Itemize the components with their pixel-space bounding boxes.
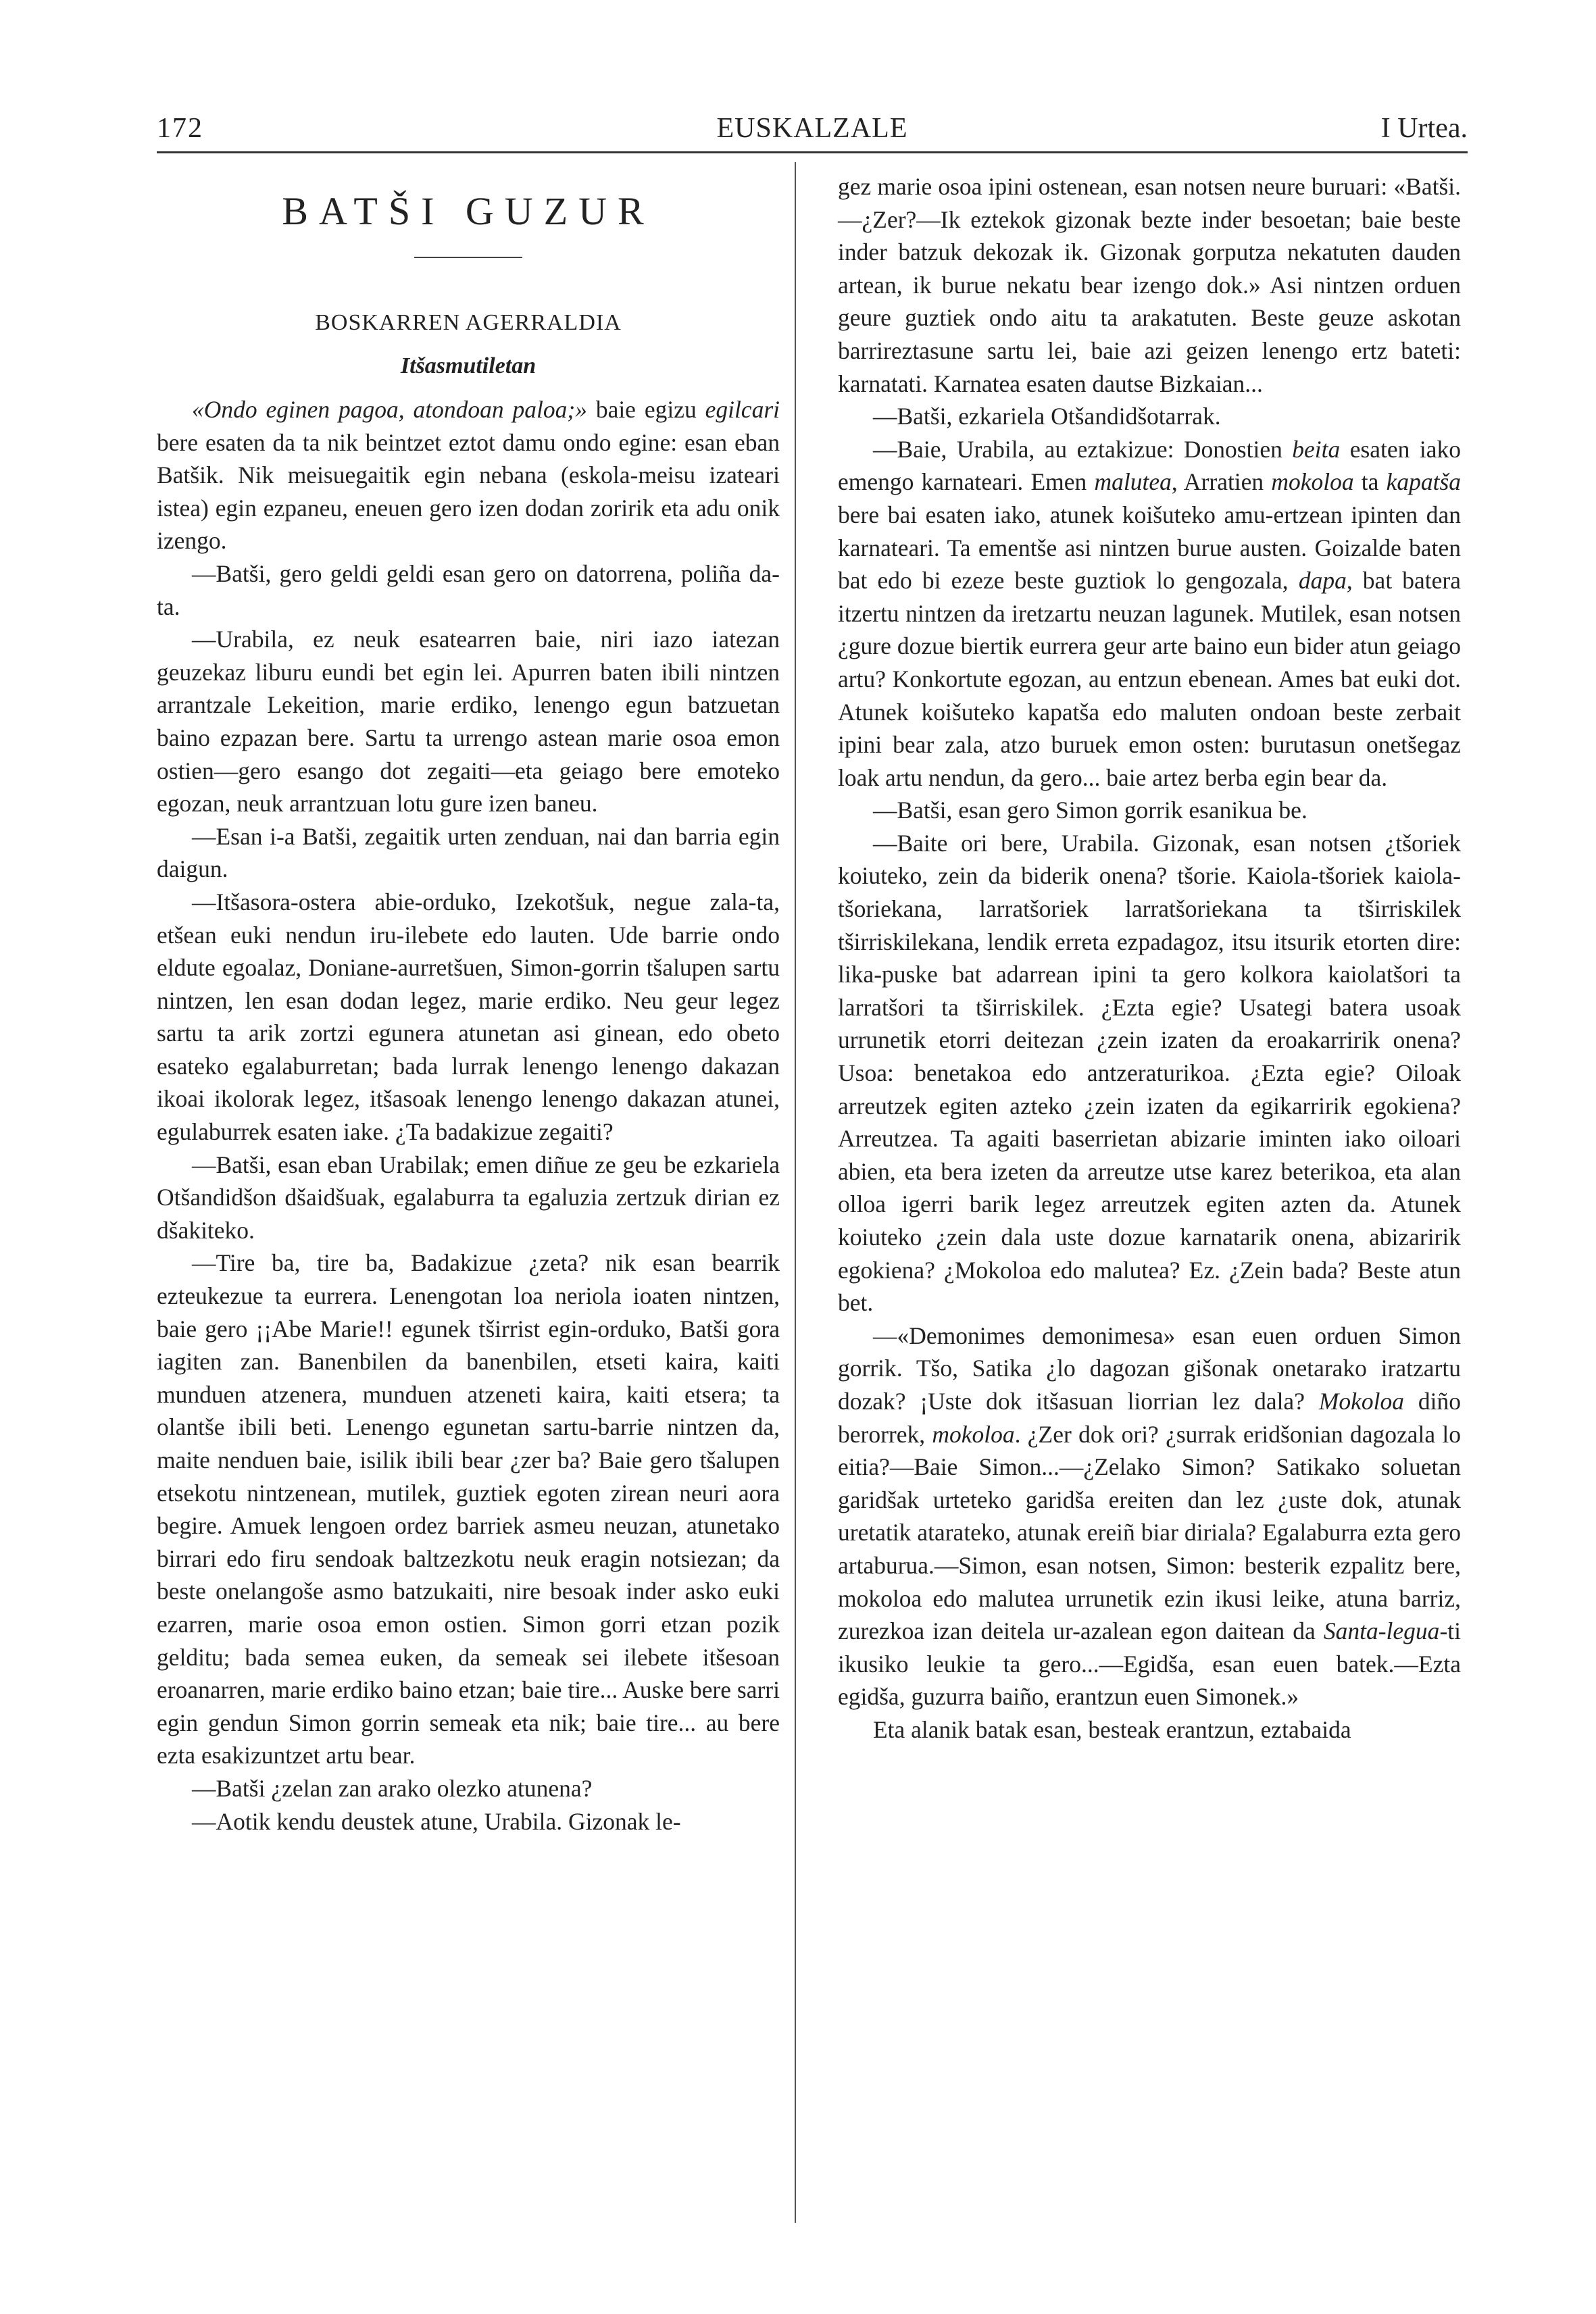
paragraph: —Esan i-a Batši, zegaitik urten zenduan, nai dan barria egin daigun.: [157, 822, 780, 883]
title-rule: [414, 257, 522, 258]
paragraph: [157, 393, 780, 557]
volume-label: I Urtea.: [1380, 113, 1468, 144]
text-run: -ti ikusiko leukie ta gero...—Egidša, esan euen batek.—Ezta egidša, guzurra baiño, erantzun euen Simonek.»: [838, 1617, 1461, 1711]
text-run: ta: [1353, 468, 1387, 496]
italic-word: Mokoloa: [1318, 1387, 1405, 1415]
paragraph: —Batši ¿zelan zan arako olezko atunena?: [192, 1774, 593, 1802]
left-column: [157, 170, 780, 1838]
italic-word: kapatša: [1386, 468, 1462, 496]
italic-word: dapa: [1298, 567, 1347, 595]
column-divider: [795, 162, 796, 2223]
paragraph: gez marie osoa ipini ostenean, esan notsen neure buruari: «Batši.—¿Zer?—Ik eztekok gizonak bezte inder besoetan; baie beste inder batzuk dekozak ik. Gizonak gorputza nekatuten dauden artean, ik burue nekatu bear izengo dok.» Asi nintzen orduen geure guztiek ondo aitu ta arakatuten. Beste geuze askotan barrireztasune sartu lei, baie azi geizen lenengo ertz bateti: karnatati. Karnatea esaten dautse Bizkaian...: [838, 173, 1461, 397]
italic-word: egilcari: [705, 396, 780, 423]
text-run: bere esaten da ta nik beintzet eztot damu ondo egine: esan eban Batšik. Nik meisuegaitik egin nebana (eskola-meisu izateari istea) egin ezpaneu, eneuen gero izen dodan zoririk eta adu onik izengo.: [157, 428, 780, 555]
italic-word: Santa-legua: [1323, 1617, 1440, 1645]
text-run: —Baie, Urabila, au eztakizue: Donostien: [873, 435, 1293, 463]
section-heading: Itšasmutiletan: [400, 353, 537, 378]
right-column: [838, 170, 1461, 1746]
paragraph: —Itšasora-ostera abie-orduko, Izekotšuk, negue zala-ta, etšean euki nendun iru-ilebete edo lauten. Ude barrie ondo eldute egoalaz, Doniane-aurretšuen, Simon-gorrin tšalupen sartu nintzen, len esan dodan legez, marie erdiko. Neu geur legez sartu ta arik zortzi egunera atunetan asi ginean, edo obeto esateko egalaburretan; bada lurrak lenengo lenengo dakazan ikoai ikolorak legez, itšasoak lenengo lenengo dakazan atunei, egulaburrek esaten iake. ¿Ta badakizue zegaiti?: [157, 888, 780, 1146]
paragraph: Eta alanik batak esan, besteak erantzun, eztabaida: [873, 1715, 1351, 1743]
text-run: esaten iako emengo karnateari. Emen: [838, 435, 1461, 496]
paragraph: —Aotik kendu deustek atune, Urabila. Gizonak le-: [192, 1807, 681, 1835]
paragraph: [838, 433, 1461, 795]
italic-word: mokoloa: [932, 1420, 1015, 1448]
paragraph: —Batši, gero geldi geldi esan gero on datorrena, poliña da-ta.: [157, 559, 780, 620]
page-number: 172: [157, 113, 203, 144]
text-run: , Arratien: [1171, 468, 1272, 496]
header-rule: [157, 151, 1468, 153]
text-run: , bat batera itzertu nintzen da iretzartu neuzan lagunek. Mutilek, esan notsen ¿gure dozue biertik eurrera geur arte baino eun bider atun geiago artu? Konkortute egozan, au entzun ebenean. Ames bat euki dot. Atunek koišuteko kapatša edo maluten ondoan beste zerbait ipini bear zala, atzo buruek emon osten: burutasun onetšegaz loak artu nendun, da gero... baie artez berba egin bear da.: [838, 567, 1462, 791]
paragraph: —Baite ori bere, Urabila. Gizonak, esan notsen ¿tšoriek koiuteko, zein da biderik onena? tšorie. Kaiola-tšoriek kaiola-tšoriekana, larratšoriek larratšoriekana ta tširriskilek tširriskilekana, lendik erreta ezpadagoz, itsu itsurik etorten dire: lika-puske bat adarrean ipini ta gero kolkora kaiolatšori ta larratšori ta tširriskilek. ¿Ezta egie? Usategi batera usoak urrunetik etorri deitezan ¿zein izaten da eroakarririk onena? Usoa: benetakoa edo antzeraturikoa. ¿Ezta egie? Oiloak arreutzek egiten azteko ¿zein izaten da egikarririk egokiena? Arreutzea. Ta agaiti baserrietan abizarie iminten iako oiloari abien, eta bera izeten da arreutze utse karez beterikoa, eta alan olloa igerri barik legez arreutzek egiten azten da. Atunek koiuteko ¿zein dala uste dozue karnatarik onena, abizaririk egokiena? ¿Mokoloa edo malutea? Ez. ¿Zein bada? Beste atun bet.: [838, 829, 1461, 1317]
paragraph: —Batši, esan eban Urabilak; emen diñue ze geu be ezkariela Otšandidšon dšaidšuak, egalaburra ta egaluzia zertzuk dirian ez dšakiteko.: [157, 1151, 780, 1244]
italic-word: mokoloa: [1271, 468, 1354, 496]
paragraph: —Batši, ezkariela Otšandidšotarrak.: [873, 403, 1221, 430]
text-run: —«Demonimes demonimesa» esan euen orduen Simon gorrik. Tšo, Satika ¿lo dagozan gišonak onetarako iratzartu dozak? ¡Uste dok itšasuan liorrian lez dala?: [838, 1322, 1461, 1415]
text-run: . ¿Zer dok ori? ¿surrak eridšonian dagozala lo eitia?—Baie Simon...—¿Zelako Simon? Satikako soluetan garidšak urteteko garidša ereiten dan lez ¿uste dok, atunak uretatik atarateko, atunak ereiñ biar diriala? Egalaburra ezta gero artaburua.—Simon, esan notsen, Simon: besterik ezpalitz bere, mokoloa edo malutea urrunetik ezin ikusi leike, atuna barriz, zurezkoa izan deitela ur-azalean egon daitean da: [838, 1420, 1462, 1645]
paragraph: [838, 1319, 1461, 1713]
italic-word: beita: [1292, 435, 1341, 463]
quote-italic: «Ondo eginen pagoa, atondoan paloa;»: [192, 396, 587, 423]
text-run: bere bai esaten iako, atunek koišuteko amu-ertzean ipinten dan karnateari. Ta ementše asi nintzen burue austen. Goizalde baten bat edo bi ezeze beste guztiok lo gengozala,: [838, 501, 1461, 595]
article-subtitle: BOSKARREN AGERRALDIA: [315, 310, 622, 335]
running-header: [157, 108, 1468, 149]
paragraph: —Tire ba, tire ba, Badakizue ¿zeta? nik esan bearrik ezteukezue ta eurrera. Lenengotan loa neriola ioaten nintzen, baie gero ¡¡Abe Marie!! egunek tširrist egin-orduko, Batši gora iagiten zan. Banenbilen da banenbilen, etseti kaira, kaiti munduen atzenera, munduen atzeneti kaira, kaiti etsera; ta olantše ibili beti. Lenengo egunetan sartu-barrie nintzen da, maite nenduen baie, isilik ibili bear ¿zer ba? Baie gero tšalupen etsekotu nintzenean, mutilek, guztiek egoten zirean neuri aora begire. Amuek lengoen ordez barriek asmeu neuzan, atunetako birrari edo firu sendoak baltzezkotu neuk eragin notsiezan; da beste onelangoše asmo batzukaiti, nire besoak inder asko euki ezarren, marie osoa emon ostien. Simon gorri etzan pozik gelditu; bada semea euken, da semeak sei ilebete itšesoan eroanarren, marie erdiko baino etzan; baie tire... Auske bere sarri egin gendun Simon gorrin semeak eta nik; baie tire... au bere ezta esakizuntzet artu bear.: [157, 1249, 780, 1769]
text-run: baie egizu: [587, 396, 705, 423]
text-run: diño berorrek,: [838, 1387, 1461, 1448]
article-title: BATŠI GUZUR: [282, 189, 655, 233]
italic-word: malutea: [1094, 468, 1172, 496]
paragraph: —Urabila, ez neuk esatearren baie, niri iazo iatezan geuzekaz liburu eundi bet egin lei. Apurren baten ibili nintzen arrantzale Lekeition, marie erdiko, lenengo egun batzuetan baino ezpazan bere. Sartu ta urrengo astean marie osoa emon ostien—gero esango dot zegaiti—eta geiago bere emoteko egozan, neuk arrantzuan lotu gure izen baneu.: [157, 626, 780, 818]
journal-title: EUSKALZALE: [716, 113, 908, 144]
paragraph: —Batši, esan gero Simon gorrik esanikua be.: [873, 797, 1307, 824]
